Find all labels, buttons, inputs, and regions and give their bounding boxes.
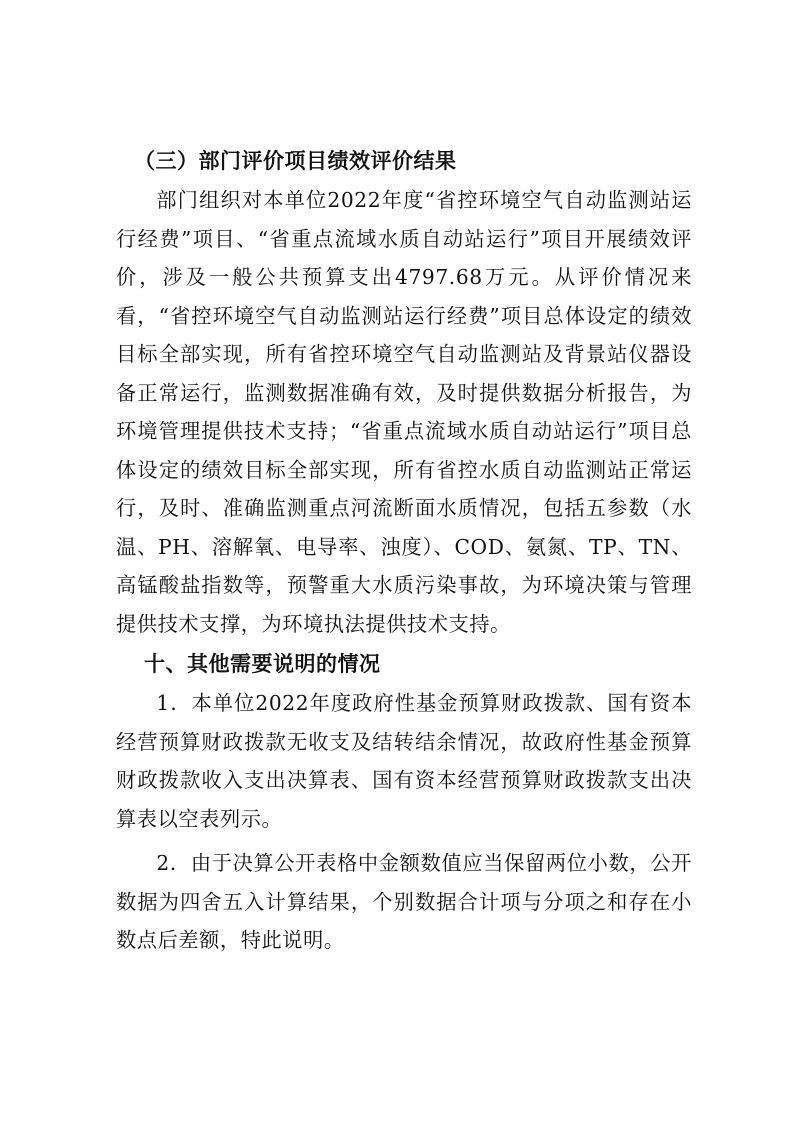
- other-item-2: 2．由于决算公开表格中金额数值应当保留两位小数，公开数据为四舍五入计算结果，个别数据合计项与分项之和存在小数点后差额，特此说明。: [116, 851, 692, 952]
- section-paragraph: 部门组织对本单位2022年度“省控环境空气自动监测站运行经费”项目、“省重点流域水质自动站运行”项目开展绩效评价，涉及一般公共预算支出4797.68万元。从评价情况来看，“省控环境空气自动监测站运行经费”项目总体设定的绩效目标全部实现，所有省控环境空气自动监测站及背景站仪器设备正常运行，监测数据准确有效，及时提供数据分析报告，为环境管理提供技术支持；“省重点流域水质自动站运行”项目总体设定的绩效目标全部实现，所有省控水质自动监测站正常运行，及时、准确监测重点河流断面水质情况，包括五参数（水温、PH、溶解氧、电导率、浊度）、COD、氨氮、TP、TN、高锰酸盐指数等，预警重大水质污染事故，为环境决策与管理提供技术支撑，为环境执法提供技术支持。: [116, 188, 692, 636]
- section-heading: （三）部门评价项目绩效评价结果: [134, 149, 457, 173]
- other-heading: 十、其他需要说明的情况: [144, 652, 381, 676]
- other-item-1: 1．本单位2022年度政府性基金预算财政拨款、国有资本经营预算财政拨款无收支及结转结余情况，故政府性基金预算财政拨款收入支出决算表、国有资本经营预算财政拨款支出决算表以空表列示。: [116, 691, 692, 831]
- document-body: [116, 142, 692, 960]
